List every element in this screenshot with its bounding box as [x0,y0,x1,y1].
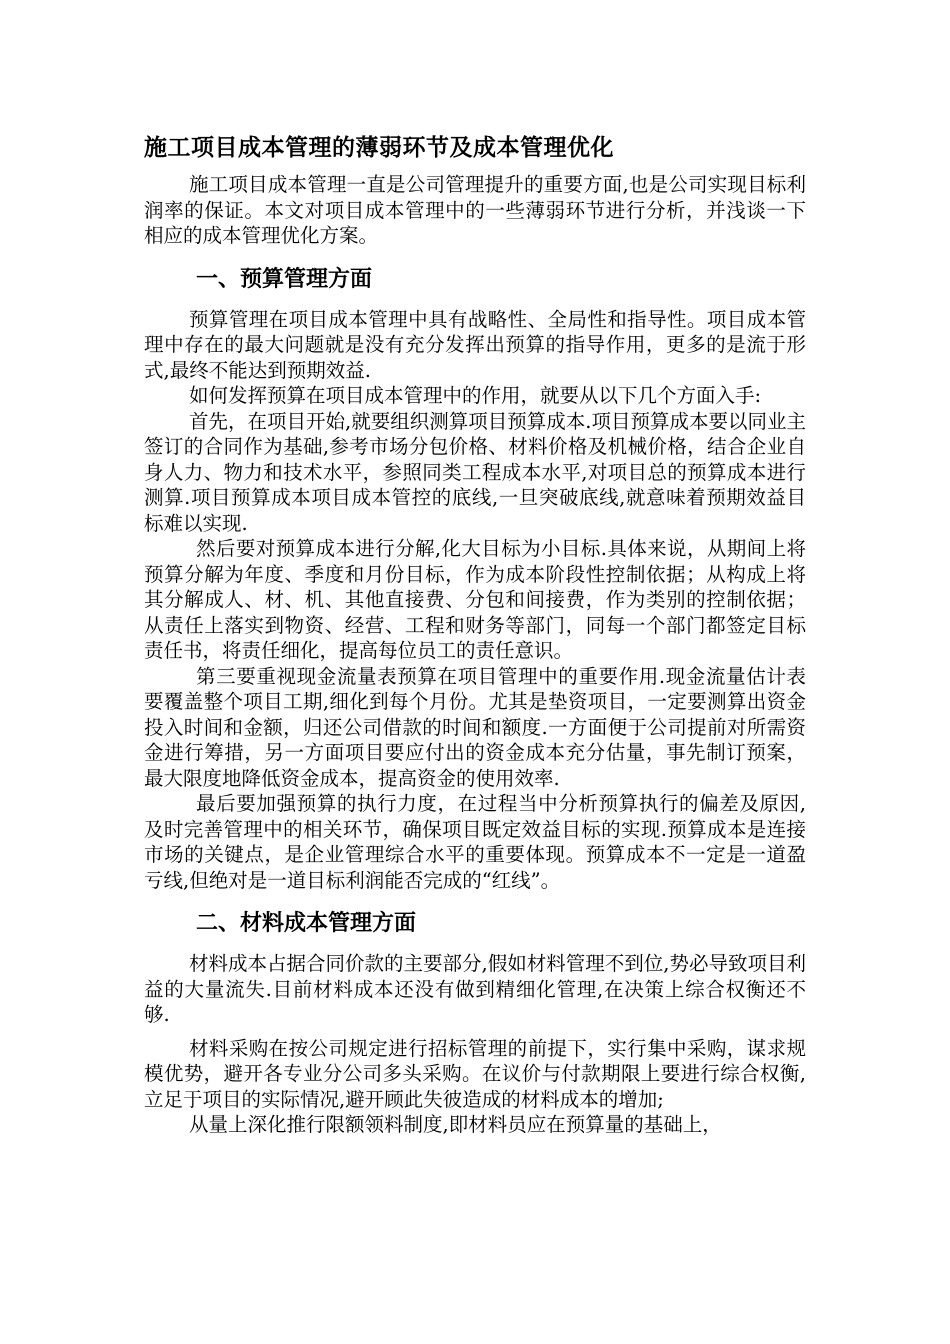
budget-paragraph-6: 最后要加强预算的执行力度，在过程当中分析预算执行的偏差及原因,及时完善管理中的相关环节，确保项目既定效益目标的实现.预算成本是连接市场的关键点，是企业管理综合水平的重要体现。预算成本不一定是一道盈亏线,但绝对是一道目标利润能否完成的“红线”。 [144,792,806,892]
material-paragraph-3: 从量上深化推行限额领料制度,即材料员应在预算量的基础上， [189,1113,722,1136]
document-title: 施工项目成本管理的薄弱环节及成本管理优化 [144,135,614,161]
material-paragraph-1: 材料成本占据合同价款的主要部分,假如材料管理不到位,势必导致项目利益的大量流失.目前材料成本还没有做到精细化管理,在决策上综合权衡还不够. [144,952,806,1026]
paragraph-gap [144,1028,806,1036]
section-heading-material: 二、材料成本管理方面 [196,911,417,936]
budget-paragraph-3: 首先，在项目开始,就要组织测算项目预算成本.项目预算成本要以同业主签订的合同作为基础,参考市场分包价格、材料价格及机械价格，结合企业自身人力、物力和技术水平，参照同类工程成本水平,对项目总的预算成本进行测算.项目预算成本项目成本管控的底线,一旦突破底线,就意味着预期效益目标难以实现. [144,409,806,535]
budget-paragraph-1: 预算管理在项目成本管理中具有战略性、全局性和指导性。项目成本管理中存在的最大问题就是没有充分发挥出预算的指导作用，更多的是流于形式,最终不能达到预期效益. [144,307,806,382]
document-page [144,128,806,1138]
material-paragraph-2: 材料采购在按公司规定进行招标管理的前提下，实行集中采购，谋求规模优势，避开各专业分公司多头采购。在议价与付款期限上要进行综合权衡,立足于项目的实际情况,避开顾此失彼造成的材料成本的增加; [144,1036,806,1111]
section-heading-budget: 一、预算管理方面 [196,266,373,292]
budget-paragraph-4: 然后要对预算成本进行分解,化大目标为小目标.具体来说，从期间上将预算分解为年度、季度和月份目标，作为成本阶段性控制依据；从构成上将其分解成人、材、机、其他直接费、分包和间接费，作为类别的控制依据；从责任上落实到物资、经营、工程和财务等部门，同每一个部门都签定目标责任书，将责任细化，提高每位员工的责任意识。 [144,537,806,662]
budget-paragraph-2: 如何发挥预算在项目成本管理中的作用，就要从以下几个方面入手: [189,384,762,407]
intro-paragraph: 施工项目成本管理一直是公司管理提升的重要方面,也是公司实现目标利润率的保证。本文对项目成本管理中的一些薄弱环节进行分析，并浅谈一下相应的成本管理优化方案。 [144,173,806,247]
budget-paragraph-5: 第三要重视现金流量表预算在项目管理中的重要作用.现金流量估计表要覆盖整个项目工期,细化到每个月份。尤其是垫资项目，一定要测算出资金投入时间和金额，归还公司借款的时间和额度.一方面便于公司提前对所需资金进行筹措，另一方面项目要应付出的资金成本充分估量，事先制订预案，最大限度地降低资金成本，提高资金的使用效率. [144,664,806,790]
